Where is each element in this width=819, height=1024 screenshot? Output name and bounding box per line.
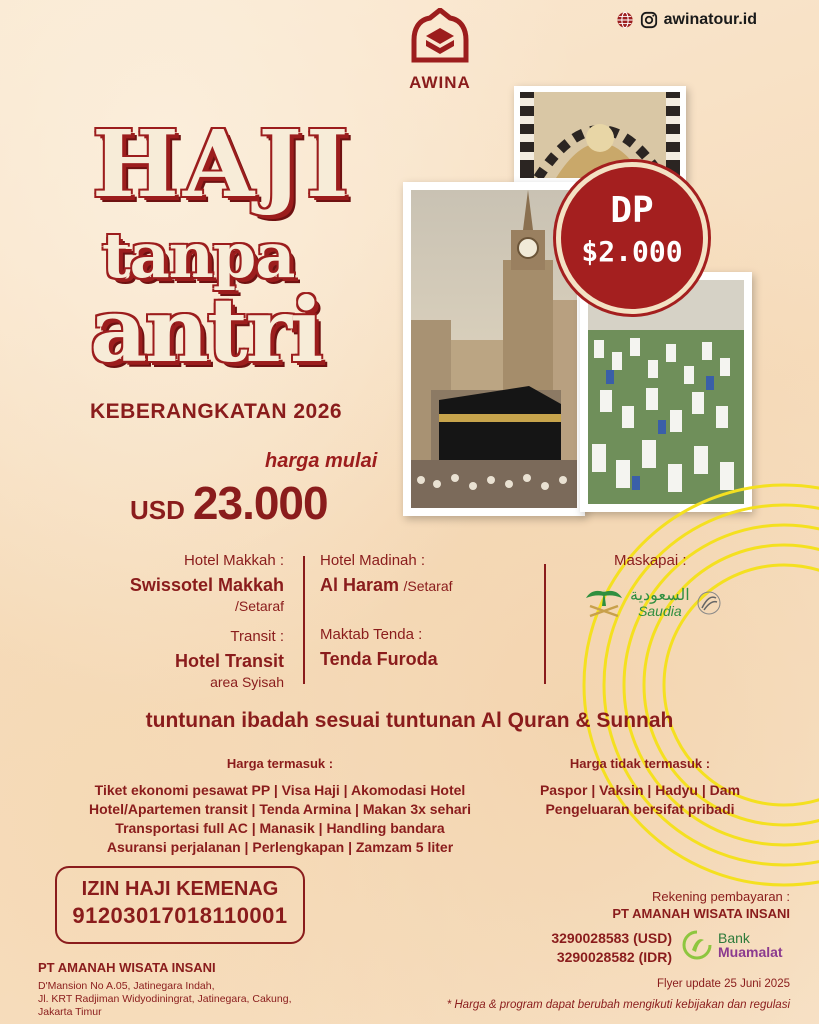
- saudia-logo: [584, 586, 722, 620]
- hotel-makkah-value: Swissotel Makkah: [129, 575, 284, 595]
- excluded-line: Paspor | Vaksin | Hadyu | Dam: [539, 782, 741, 798]
- info-hotel-makkah: [100, 552, 284, 690]
- account-idr: 3290028582 (IDR): [556, 949, 672, 965]
- payment-account-name: PT AMANAH WISATA INSANI: [612, 906, 790, 921]
- bank-line1: Bank: [718, 930, 750, 946]
- dp-badge: [556, 162, 708, 314]
- saudia-latin: Saudia: [638, 603, 682, 620]
- divider: [303, 556, 305, 684]
- bank-muamalat-logo: [680, 928, 783, 962]
- transit-sub: area Syisah: [210, 674, 284, 690]
- tagline: tuntunan ibadah sesuai tuntunan Al Quran & Sunnah: [145, 709, 674, 732]
- pilgrims-crowd-image: [588, 280, 744, 504]
- kaaba-clock-tower-image: [411, 190, 577, 508]
- excluded-section: [510, 756, 770, 819]
- awina-logo: [400, 8, 480, 92]
- transit-label: Transit :: [230, 628, 284, 645]
- excluded-line: Pengeluaran bersifat pribadi: [545, 801, 735, 817]
- instagram-icon: [640, 11, 658, 29]
- company-address: [38, 980, 338, 1019]
- price-label: harga mulai: [265, 450, 378, 472]
- included-section: [60, 756, 500, 857]
- included-title: Harga termasuk :: [226, 756, 334, 771]
- saudia-arabic: السعودية: [630, 586, 690, 604]
- departure-year: KEBERANGKATAN 2026: [90, 400, 343, 423]
- awina-logo-icon: [410, 8, 470, 66]
- excluded-title: Harga tidak termasuk :: [569, 756, 711, 771]
- bank-wordmark: [718, 931, 783, 959]
- license-number: 91203017018110001: [72, 903, 288, 928]
- maktab-label: Maktab Tenda :: [320, 626, 423, 643]
- address-line: D'Mansion No A.05, Jatinegara Indah,: [38, 980, 215, 992]
- skyteam-icon: [696, 590, 722, 616]
- address-line: Jl. KRT Radjiman Widyodiningrat, Jatinegara, Cakung,: [38, 993, 292, 1005]
- flyer-update: Flyer update 25 Juni 2025: [657, 978, 790, 990]
- dp-value: $2.000: [581, 235, 683, 268]
- transit-value: Hotel Transit: [174, 651, 284, 671]
- saudia-palm-icon: [584, 586, 624, 620]
- brand-name: AWINA: [409, 73, 471, 92]
- info-hotel-madinah: [320, 552, 530, 670]
- price-currency: USD: [130, 495, 185, 525]
- dp-label: DP: [610, 190, 654, 231]
- price-value: 23.000: [192, 477, 328, 529]
- hotel-madinah-sub: /Setaraf: [403, 578, 453, 594]
- decorative-arcs: [569, 470, 819, 900]
- bank-muamalat-icon: [680, 928, 714, 962]
- hotel-madinah-label: Hotel Madinah :: [320, 552, 426, 569]
- disclaimer: * Harga & program dapat berubah mengikuti kebijakan dan regulasi: [446, 999, 790, 1011]
- social-bar: [616, 10, 757, 30]
- maskapai-label: Maskapai :: [614, 552, 687, 569]
- license-title: IZIN HAJI KEMENAG: [81, 878, 279, 900]
- license-box: [55, 866, 305, 944]
- website-link[interactable]: awinatour.id: [663, 11, 757, 28]
- bank-line2: Muamalat: [718, 944, 783, 960]
- title-tanpa: tanpa: [102, 219, 295, 292]
- included-line: Asuransi perjalanan | Perlengkapan | Zamzam 5 liter: [106, 839, 454, 855]
- title-antri: antri: [90, 278, 322, 382]
- price: [130, 476, 328, 530]
- saudia-wordmark: [630, 587, 690, 620]
- globe-icon: [616, 11, 634, 29]
- included-line: Tiket ekonomi pesawat PP | Visa Haji | Akomodasi Hotel: [94, 782, 466, 798]
- divider: [544, 564, 546, 684]
- hotel-makkah-label: Hotel Makkah :: [183, 552, 284, 569]
- title-haji: HAJI: [92, 110, 353, 218]
- company-name: PT AMANAH WISATA INSANI: [38, 960, 216, 975]
- payment-label: Rekening pembayaran :: [651, 889, 790, 904]
- included-line: Transportasi full AC | Manasik | Handling bandara: [115, 820, 445, 836]
- included-line: Hotel/Apartemen transit | Tenda Armina | Makan 3x sehari: [88, 801, 472, 817]
- account-usd: 3290028583 (USD): [551, 930, 672, 946]
- payment-accounts: [520, 929, 672, 967]
- hotel-madinah-value: Al Haram: [320, 575, 400, 595]
- address-line: Jakarta Timur: [38, 1006, 102, 1018]
- hotel-makkah-sub: /Setaraf: [234, 598, 284, 614]
- maktab-value: Tenda Furoda: [320, 649, 438, 669]
